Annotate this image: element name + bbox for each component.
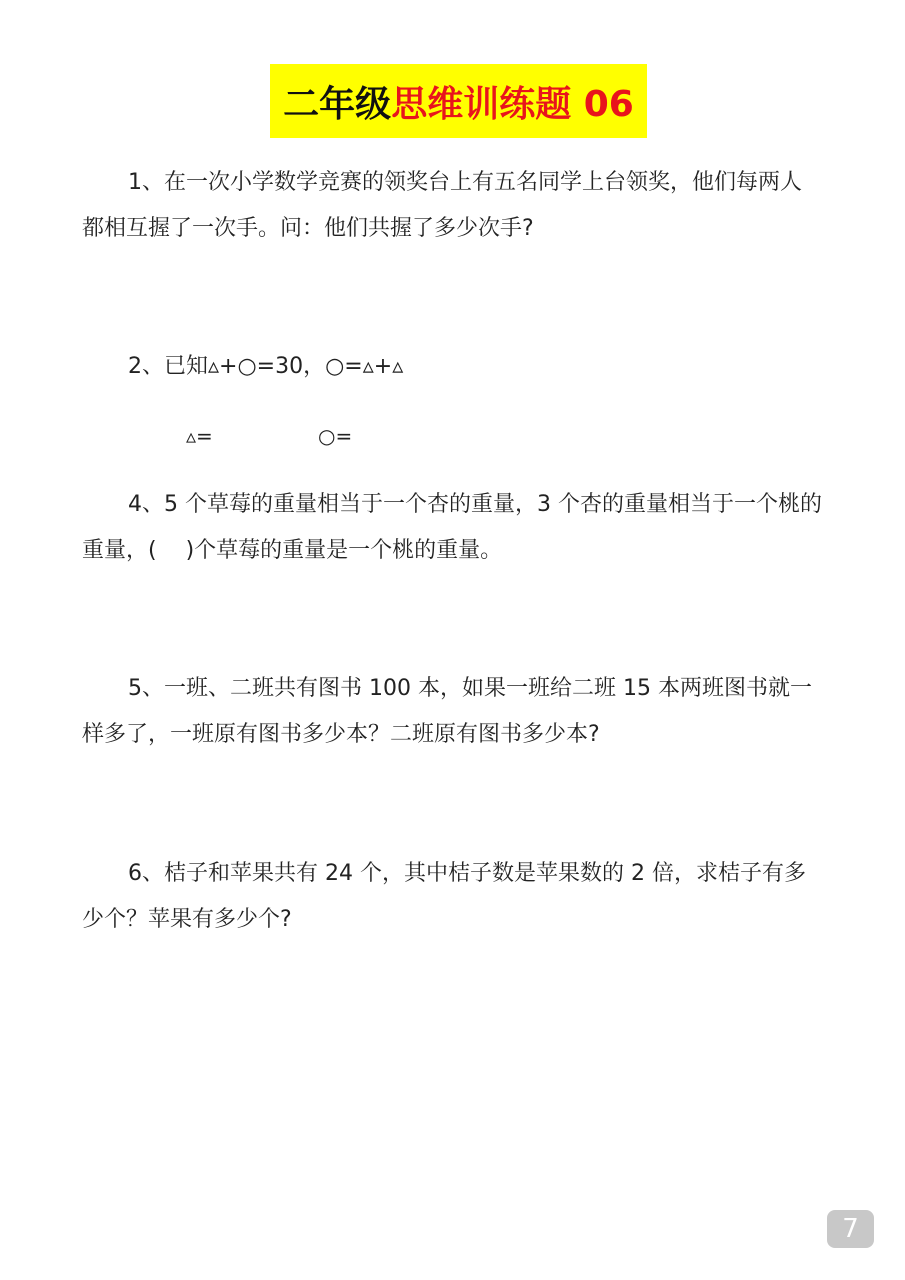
question-1: 1、在一次小学数学竞赛的领奖台上有五名同学上台领奖，他们每两人都相互握了一次手。问：他们共握了多少次手? <box>82 170 802 241</box>
question-4: 4、5 个草莓的重量相当于一个杏的重量，3 个杏的重量相当于一个桃的重量，( )个草莓的重量是一个桃的重量。 <box>82 492 822 563</box>
question-6: 6、桔子和苹果共有 24 个，其中桔子数是苹果数的 2 倍，求桔子有多少个？苹果有多少个? <box>82 861 806 932</box>
title-grade: 二年级 <box>283 83 392 125</box>
page-title <box>270 64 647 138</box>
page-number-badge: 7 <box>827 1210 874 1248</box>
triangle-answer-blank: ▵= <box>186 424 213 448</box>
title-subject: 思维训练题 06 <box>391 83 634 125</box>
circle-answer-blank: ○= <box>318 424 353 448</box>
question-5: 5、一班、二班共有图书 100 本，如果一班给二班 15 本两班图书就一样多了，一班原有图书多少本？二班原有图书多少本? <box>82 676 812 747</box>
question-2: 2、已知▵+○=30，○=▵+▵ <box>128 354 404 379</box>
